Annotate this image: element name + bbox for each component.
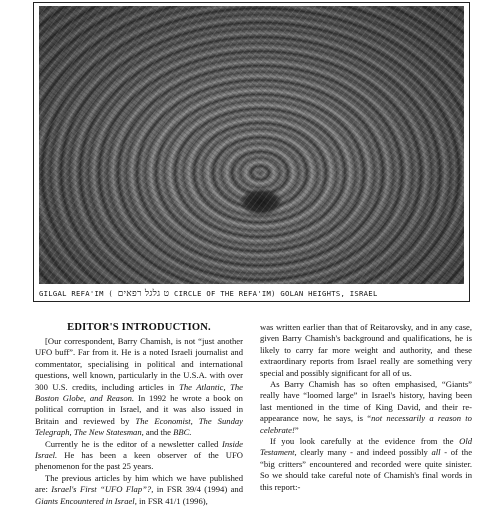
right-paragraph-1: was written earlier than that of Reitarovsky, and in any case, given Barry Chamish's background and qualifications, he is likely to carry far more weight and authority, and these extraordinary reports from Israel really are something very special and possibly significant for all of us. [260, 322, 472, 378]
editor-paragraph-1: [Our correspondent, Barry Chamish, is not “just another UFO buff”. Far from it. He is a noted Israeli journalist and commentator, specialising in political and international questions, well known, particularly in the U.S.A. with over 300 U.S. credits, including articles in The Atlantic, The Boston Globe, and Reason. In 1992 he wrote a book on political corruption in Israel, and it was also issued in Britain and reviewed by The Economist, The Sunday Telegraph, The New Statesman, and the BBC. [35, 336, 244, 438]
aerial-photo-gilgal-refaim [39, 6, 464, 284]
photo-caption [39, 288, 469, 300]
right-paragraph-3: If you look carefully at the evidence from the Old Testament, clearly many - and indeed possibly all - of the “big critters” encountered and recorded were quite sinister. So we should take careful note of Chamish's final words in this report:- [260, 436, 473, 492]
photo-texture [39, 6, 464, 284]
caption-right: CIRCLE OF THE REFA'IM) GOLAN HEIGHTS, ISRAEL [173, 289, 378, 298]
editor-paragraph-3: The previous articles by him which we have published are: Israel's First “UFO Flap”?, in FSR 39/4 (1994) and Giants Encountered in Israel, in FSR 41/1 (1996), [35, 472, 244, 506]
caption-left: GILGAL REFA'IM ( [39, 289, 114, 298]
editor-paragraph-2: Currently he is the editor of a newsletter called Inside Israel. He has been a keen observer of the UFO phenomenon for the past 25 years. [35, 438, 243, 472]
right-column [260, 322, 472, 493]
editor-heading: EDITOR'S INTRODUCTION. [67, 322, 211, 333]
caption-hebrew: ט גלגל רפאים [117, 289, 170, 299]
right-paragraph-2: As Barry Chamish has so often emphasised, “Giants” really have “loomed large” in Israel's history, having been last mentioned in the time of King David, and their re-appearance now, he says, is “not necessarily a reason to celebrate!” [260, 379, 472, 435]
photo-frame [33, 2, 470, 302]
